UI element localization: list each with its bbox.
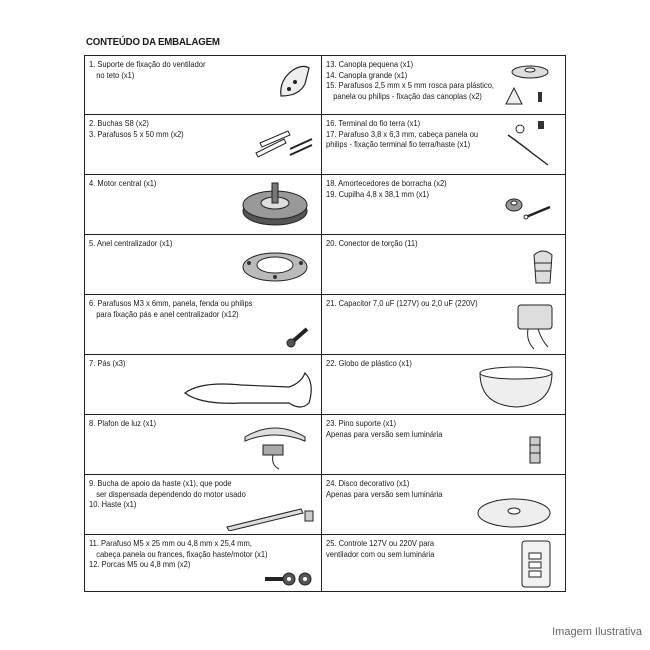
glass-globe-icon (474, 361, 558, 411)
table-cell-item-7 (85, 355, 321, 414)
twist-connector-icon (528, 245, 558, 289)
item-line: 7. Pás (x3) (89, 358, 126, 368)
item-line: para fixação pás e anel centralizador (x12) (96, 308, 239, 319)
table-cell-item-8 (85, 415, 321, 474)
package-contents-table (84, 55, 566, 592)
ground-wire-icon (502, 119, 558, 171)
item-line: cabeça panela ou frances, fixação haste/motor (x1) (96, 548, 268, 559)
table-cell-item-16 (322, 115, 566, 174)
item-text (89, 358, 125, 369)
table-cell-item-11 (85, 535, 321, 592)
canopy-icon (494, 58, 560, 114)
item-text (89, 178, 156, 189)
item-text (326, 298, 478, 309)
item-line: 22. Globo de plástico (x1) (326, 358, 412, 368)
table-cell-item-20 (322, 235, 566, 294)
item-line: 6. Parafusos M3 x 6mm, panela, fenda ou philips (89, 298, 253, 308)
motor-icon (235, 179, 315, 233)
item-line: Apenas para versão sem luminária (326, 488, 443, 499)
fan-blade-icon (181, 363, 319, 411)
item-line: 14. Canopla grande (x1) (326, 69, 408, 80)
item-text (89, 298, 252, 319)
item-line: 20. Conector de torção (11) (326, 238, 418, 248)
item-line: 19. Cupilha 4,8 x 38,1 mm (x1) (326, 188, 430, 199)
downrod-icon (221, 501, 317, 531)
item-line: philips - fixação terminal fio terra/haste (x1) (326, 139, 471, 150)
item-line: 9. Bucha de apoio da haste (x1), que pode (89, 478, 232, 488)
wall-plugs-screws-icon (250, 125, 316, 165)
item-line: 5. Anel centralizador (x1) (89, 238, 173, 248)
item-line: 16. Terminal do fio terra (x1) (326, 118, 421, 128)
item-line: 24. Disco decorativo (x1) (326, 478, 410, 488)
item-line: 12. Porcas M5 ou 4,8 mm (x2) (89, 559, 191, 570)
wall-control-icon (516, 539, 556, 589)
item-line: 4. Motor central (x1) (89, 178, 157, 188)
screw-icon (285, 323, 315, 349)
item-line: ser dispensada dependendo do motor usado (96, 488, 246, 499)
item-line: 2. Buchas S8 (x2) (89, 118, 149, 128)
table-cell-item-6 (85, 295, 321, 354)
support-pin-icon (522, 431, 552, 471)
item-text (326, 538, 435, 559)
bolt-nuts-icon (261, 565, 317, 591)
item-line: 13. Canopla pequena (x1) (326, 59, 414, 69)
item-line: 18. Amortecedores de borracha (x2) (326, 178, 447, 188)
item-line: Apenas para versão sem luminária (326, 428, 443, 439)
item-line: 21. Capacitor 7,0 uF (127V) ou 2,0 uF (220V) (326, 298, 478, 308)
item-text (326, 238, 418, 249)
table-cell-item-18 (322, 175, 566, 234)
table-cell-item-24 (322, 475, 566, 534)
item-text (89, 538, 268, 570)
centering-ring-icon (235, 239, 315, 291)
item-line: 1. Suporte de fixação do ventilador (89, 59, 206, 69)
item-text (89, 59, 205, 80)
decorative-disc-icon (472, 493, 556, 531)
item-line: 8. Plafon de luz (x1) (89, 418, 157, 428)
item-line: ventilador com ou sem luminária (326, 548, 435, 559)
page-title: CONTEÚDO DA EMBALAGEM (86, 36, 220, 48)
table-cell-item-1 (85, 56, 321, 114)
capacitor-icon (508, 299, 560, 353)
table-cell-item-21 (322, 295, 566, 354)
table-cell-item-5 (85, 235, 321, 294)
item-text (326, 59, 494, 101)
item-text (326, 118, 478, 150)
table-cell-item-2 (85, 115, 321, 174)
item-text (89, 118, 184, 139)
table-cell-item-23 (322, 415, 566, 474)
item-text (89, 238, 172, 249)
item-text (89, 418, 156, 429)
light-kit-icon (235, 421, 315, 471)
table-cell-item-25 (322, 535, 566, 592)
item-line: 17. Parafuso 3,8 x 6,3 mm, cabeça panela ou (326, 128, 479, 139)
item-line: 25. Controle 127V ou 220V para (326, 538, 435, 548)
ceiling-bracket-icon (275, 62, 315, 102)
item-line: 3. Parafusos 5 x 50 mm (x2) (89, 128, 184, 139)
item-line: panela ou philips - fixação das canoplas (x2) (333, 90, 482, 101)
item-text (326, 418, 442, 439)
item-line: 11. Parafuso M5 x 25 mm ou 4,8 mm x 25,4 mm, (89, 538, 252, 548)
table-cell-item-9 (85, 475, 321, 534)
rubber-dampers-icon (498, 187, 558, 227)
table-cell-item-13 (322, 56, 566, 114)
item-text (326, 178, 447, 199)
table-cell-item-22 (322, 355, 566, 414)
item-text (326, 478, 442, 499)
item-line: 23. Pino suporte (x1) (326, 418, 396, 428)
item-text (326, 358, 412, 369)
illustrative-image-caption: Imagem Ilustrativa (552, 626, 642, 638)
item-line: 15. Parafusos 2,5 mm x 5 mm rosca para plástico, (326, 80, 494, 91)
item-line: 10. Haste (x1) (89, 499, 137, 510)
table-cell-item-4 (85, 175, 321, 234)
item-line: no teto (x1) (96, 69, 135, 80)
